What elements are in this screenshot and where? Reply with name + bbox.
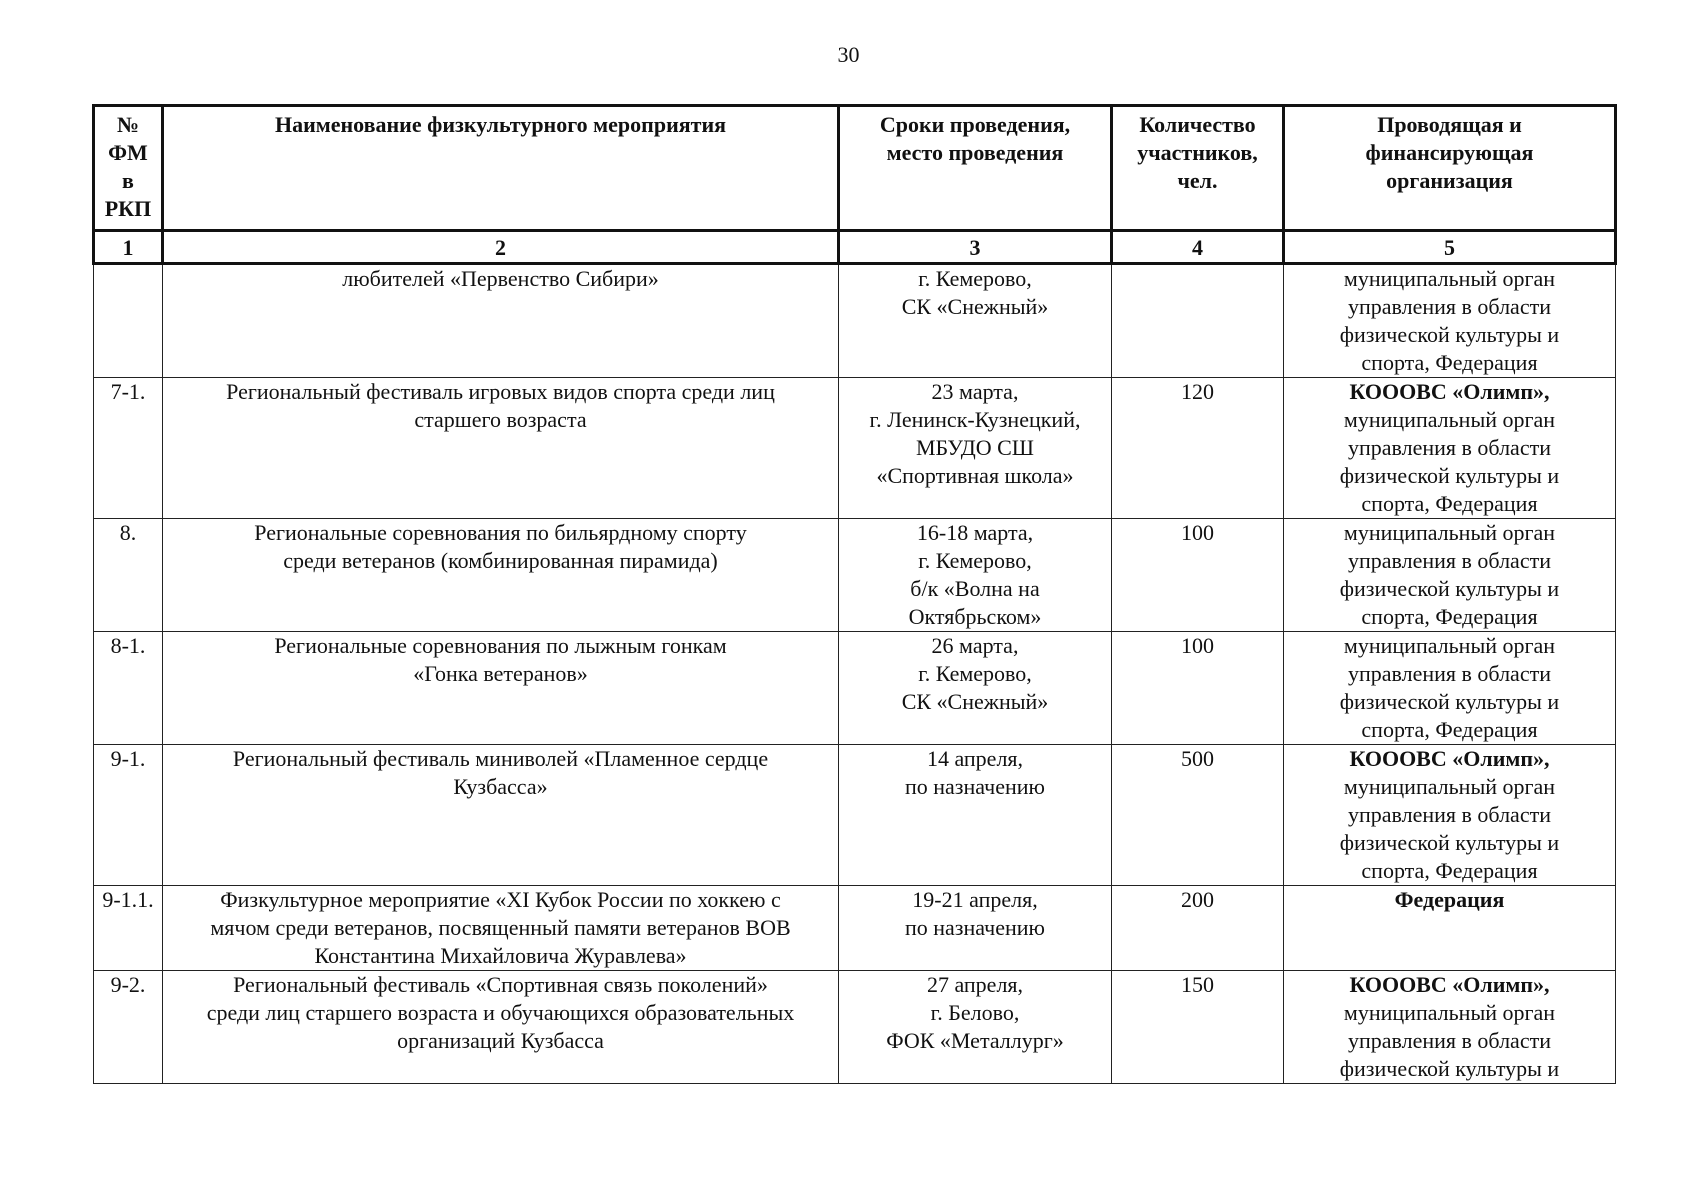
event-name: Региональные соревнования по лыжным гонкам «Гонка ветеранов»	[163, 632, 839, 745]
table-header-row	[94, 106, 1616, 231]
organization-rest: муниципальный орган управления в области физической культуры и спорта, Федерация	[1339, 520, 1560, 629]
organization	[1284, 519, 1616, 632]
organization-lead: КОООВС «Олимп»,	[1349, 379, 1550, 404]
row-number	[94, 264, 163, 378]
table-row	[94, 519, 1616, 632]
organization	[1284, 378, 1616, 519]
column-number: 1	[94, 231, 163, 264]
page-number: 30	[837, 42, 860, 67]
participants-count: 120	[1112, 378, 1284, 519]
participants-count: 100	[1112, 519, 1284, 632]
table-row	[94, 378, 1616, 519]
organization	[1284, 886, 1616, 971]
event-name: любителей «Первенство Сибири»	[163, 264, 839, 378]
event-dates-place: 23 марта, г. Ленинск-Кузнецкий, МБУДО СШ «Спортивная школа»	[839, 378, 1112, 519]
table-row	[94, 745, 1616, 886]
event-dates-place: 26 марта, г. Кемерово, СК «Снежный»	[839, 632, 1112, 745]
table-row	[94, 971, 1616, 1084]
row-number: 8.	[94, 519, 163, 632]
row-number: 9-1.	[94, 745, 163, 886]
participants-count: 500	[1112, 745, 1284, 886]
column-number: 5	[1284, 231, 1616, 264]
row-number: 9-1.1.	[94, 886, 163, 971]
organization-rest: муниципальный орган управления в области физической культуры и спорта, Федерация	[1339, 774, 1560, 883]
organization	[1284, 745, 1616, 886]
table-row	[94, 886, 1616, 971]
header-dates-place: Сроки проведения, место проведения	[839, 106, 1112, 231]
header-participants: Количество участников, чел.	[1112, 106, 1284, 231]
column-number: 4	[1112, 231, 1284, 264]
column-numbers-row	[94, 231, 1616, 264]
organization-rest: муниципальный орган управления в области физической культуры и	[1339, 1000, 1560, 1081]
organization	[1284, 264, 1616, 378]
event-name: Региональный фестиваль миниволей «Пламенное сердце Кузбасса»	[163, 745, 839, 886]
participants-count	[1112, 264, 1284, 378]
event-name: Региональный фестиваль игровых видов спорта среди лиц старшего возраста	[163, 378, 839, 519]
participants-count: 200	[1112, 886, 1284, 971]
row-number: 9-2.	[94, 971, 163, 1084]
participants-count: 150	[1112, 971, 1284, 1084]
header-number: № ФМ в РКП	[94, 106, 163, 231]
header-event-name: Наименование физкультурного мероприятия	[163, 106, 839, 231]
table-row	[94, 632, 1616, 745]
organization-rest: муниципальный орган управления в области физической культуры и спорта, Федерация	[1339, 266, 1560, 375]
event-dates-place: г. Кемерово, СК «Снежный»	[839, 264, 1112, 378]
event-dates-place: 19-21 апреля, по назначению	[839, 886, 1112, 971]
organization-rest: муниципальный орган управления в области физической культуры и спорта, Федерация	[1339, 633, 1560, 742]
table-row	[94, 264, 1616, 378]
event-dates-place: 14 апреля, по назначению	[839, 745, 1112, 886]
organization-lead: Федерация	[1394, 887, 1505, 912]
column-number: 3	[839, 231, 1112, 264]
event-dates-place: 16-18 марта, г. Кемерово, б/к «Волна на Октябрьском»	[839, 519, 1112, 632]
organization	[1284, 971, 1616, 1084]
event-name: Физкультурное мероприятие «XI Кубок России по хоккею с мячом среди ветеранов, посвященный памяти ветеранов ВОВ Константина Михайловича Журавлева»	[163, 886, 839, 971]
participants-count: 100	[1112, 632, 1284, 745]
organization	[1284, 632, 1616, 745]
events-table	[92, 104, 1617, 1084]
event-name: Региональные соревнования по бильярдному спорту среди ветеранов (комбинированная пирамида)	[163, 519, 839, 632]
header-organization: Проводящая и финансирующая организация	[1284, 106, 1616, 231]
organization-lead: КОООВС «Олимп»,	[1349, 746, 1550, 771]
row-number: 8-1.	[94, 632, 163, 745]
event-name: Региональный фестиваль «Спортивная связь поколений» среди лиц старшего возраста и обучающихся образовательных организаций Кузбасса	[163, 971, 839, 1084]
row-number: 7-1.	[94, 378, 163, 519]
organization-rest: муниципальный орган управления в области физической культуры и спорта, Федерация	[1339, 407, 1560, 516]
column-number: 2	[163, 231, 839, 264]
event-dates-place: 27 апреля, г. Белово, ФОК «Металлург»	[839, 971, 1112, 1084]
organization-lead: КОООВС «Олимп»,	[1349, 972, 1550, 997]
